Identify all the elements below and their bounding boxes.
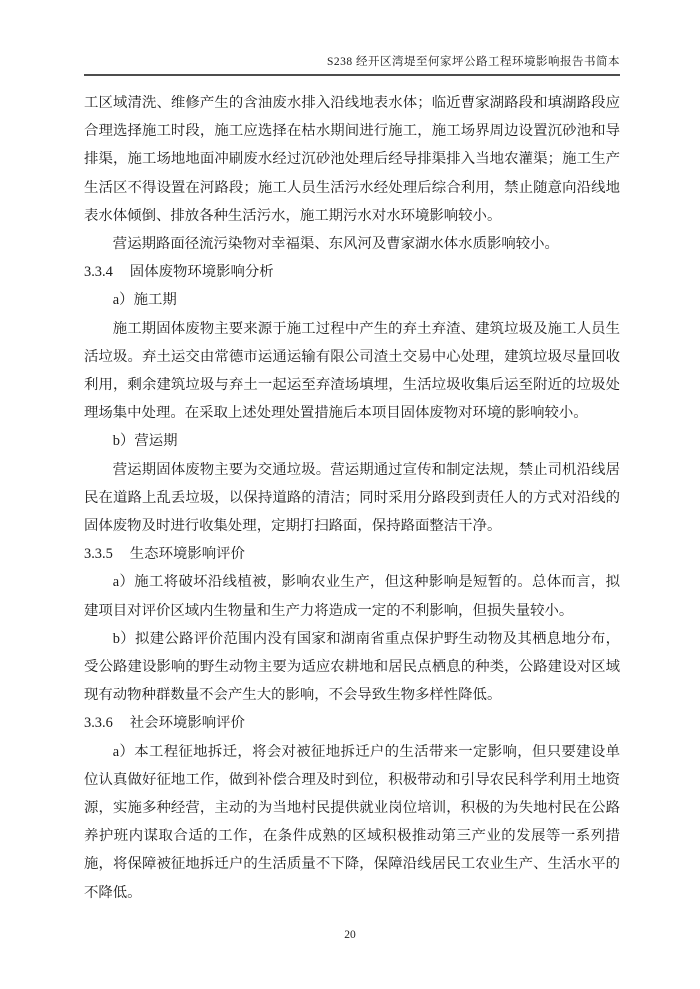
paragraph-construction-solid-waste: 施工期固体废物主要来源于施工过程中产生的弃土弃渣、建筑垃圾及施工人员生活垃圾。弃土运交由常德市运通运输有限公司渣土交易中心处理，建筑垃圾尽量回收利用，剩余建筑垃圾与弃土一起运至弃渣场填埋，生活垃圾收集后运至附近的垃圾处理场集中处理。在采取上述处理处置措施后本项目固体废物对环境的影响较小。	[84, 320, 620, 422]
section-title: 生态环境影响评价	[129, 546, 245, 563]
paragraph-operation-period-label: b）营运期	[112, 433, 178, 450]
section-title: 社会环境影响评价	[129, 715, 245, 732]
paragraph-construction-period-label: a）施工期	[112, 292, 177, 309]
page-number: 20	[344, 929, 356, 941]
section-number: 3.3.6	[84, 715, 113, 732]
paragraph-social-impact-a: a）本工程征地拆迁，将会对被征地拆迁户的生活带来一定影响，但只要建设单位认真做好征地工作，做到补偿合理及时到位，积极带动和引导农民科学利用土地资源，实施多种经营，主动的为当地村民提供就业岗位培训，积极的为失地村民在公路养护班内谋取合适的工作，在条件成熟的区域积极推动第三产业的发展等一系列措施，将保障被征地拆迁户的生活质量不下降，保障沿线居民工农业生产、生活水平的不降低。	[84, 743, 620, 901]
paragraph-ecology-b: b）拟建公路评价范围内没有国家和湖南省重点保护野生动物及其栖息地分布，受公路建设影响的野生动物主要为适应农耕地和居民点栖息的种类，公路建设对区域现有动物种群数量不会产生大的影响，不会导致生物多样性降低。	[84, 630, 620, 704]
paragraph-operation-solid-waste: 营运期固体废物主要为交通垃圾。营运期通过宣传和制定法规，禁止司机沿线居民在道路上乱丢垃圾，以保持道路的清洁；同时采用分路段到责任人的方式对沿线的固体废物及时进行收集处理，定期打扫路面，保持路面整洁干净。	[84, 461, 620, 535]
section-number: 3.3.5	[84, 546, 113, 563]
section-title: 固体废物环境影响分析	[129, 264, 274, 281]
page-footer	[0, 929, 700, 941]
paragraph-operation-runoff: 营运期路面径流污染物对幸福渠、东风河及曹家湖水体水质影响较小。	[112, 236, 559, 253]
document-body	[84, 89, 620, 907]
section-heading-3-3-4	[84, 258, 620, 286]
header-title: S238 经开区湾堤至何家坪公路工程环境影响报告书简本	[326, 56, 620, 68]
page-header	[84, 54, 620, 76]
paragraph-water-impact-continuation: 工区域清洗、维修产生的含油废水排入沿线地表水体；临近曹家湖路段和填湖路段应合理选择施工时段，施工应选择在枯水期间进行施工，施工场界周边设置沉砂池和导排渠，施工场地地面冲刷废水经过沉砂池处理后经导排渠排入当地农灌渠；施工生产生活区不得设置在河路段；施工人员生活污水经处理后综合利用，禁止随意向沿线地表水体倾倒、排放各种生活污水，施工期污水对水环境影响较小。	[84, 95, 620, 224]
section-heading-3-3-6	[84, 709, 620, 737]
paragraph-ecology-a: a）施工将破坏沿线植被，影响农业生产，但这种影响是短暂的。总体而言，拟建项目对评价区域内生物量和生产力将造成一定的不利影响，但损失量较小。	[84, 574, 620, 619]
section-number: 3.3.4	[84, 264, 113, 281]
section-heading-3-3-5	[84, 540, 620, 568]
